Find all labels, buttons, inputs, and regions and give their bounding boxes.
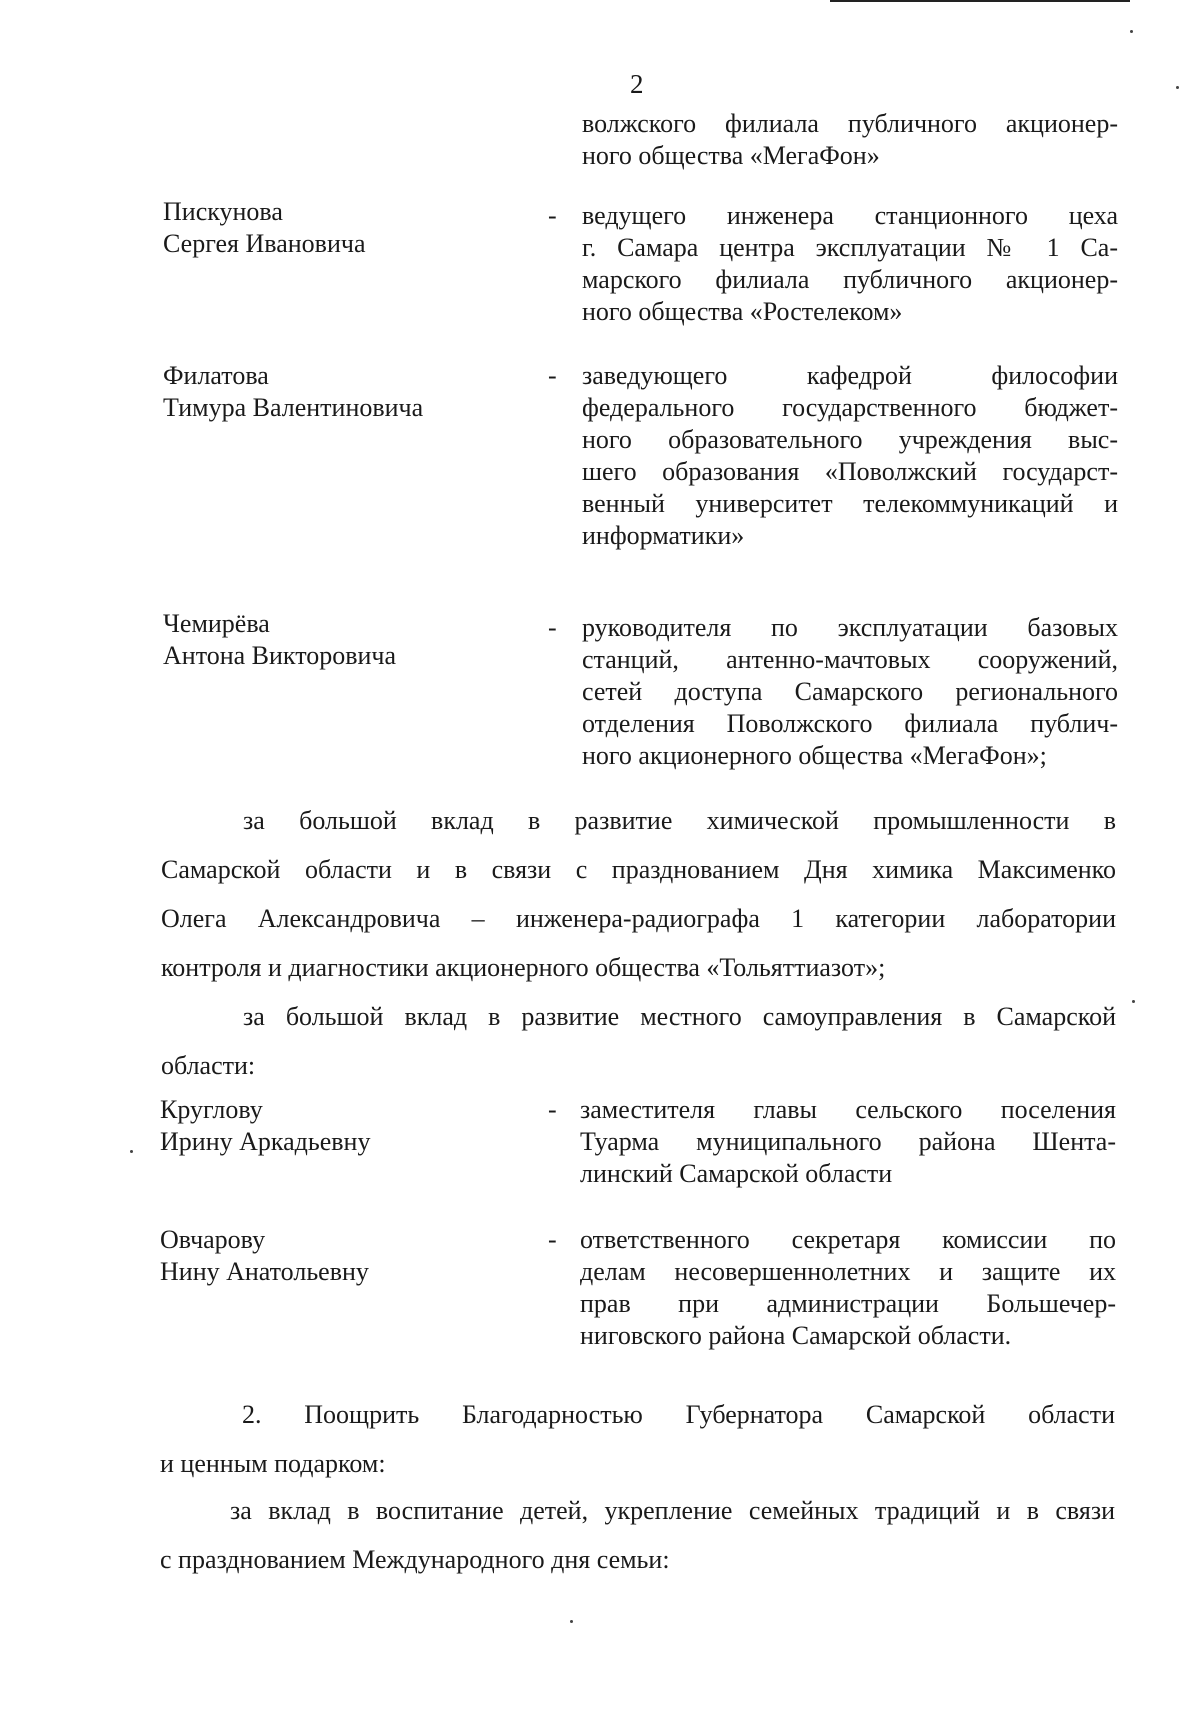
text-line: прав при администрации Большечер- <box>580 1289 1116 1318</box>
text-line: делам несовершеннолетних и защите их <box>580 1257 1116 1286</box>
awardee-surname: Чемирёва <box>163 609 270 638</box>
awardee-description <box>582 200 1118 328</box>
list-dash: - <box>548 201 557 230</box>
text-line: ного образовательного учреждения выс- <box>582 425 1118 454</box>
text-line: шего образования «Поволжский государст- <box>582 457 1118 486</box>
list-dash: - <box>548 1095 557 1124</box>
text-line: области: <box>161 1051 256 1080</box>
text-line: информатики» <box>582 521 745 550</box>
awardee-given-names: Антона Викторовича <box>163 641 397 670</box>
scan-speck <box>1130 30 1133 33</box>
awardee-description <box>580 1224 1116 1352</box>
page-number: 2 <box>630 69 644 99</box>
awardee-description <box>582 612 1118 772</box>
awardee-description <box>582 360 1118 552</box>
awardee-given-names: Нину Анатольевну <box>160 1257 369 1286</box>
text-line: 2. Поощрить Благодарностью Губернатора Самарской области <box>242 1400 1115 1429</box>
awardee-name <box>163 360 503 424</box>
awardee-given-names: Тимура Валентиновича <box>163 393 424 422</box>
text-line: с празднованием Международного дня семьи: <box>160 1545 670 1574</box>
text-line: Олега Александровича – инженера-радиографа 1 категории лаборатории <box>161 904 1116 933</box>
text-line: заведующего кафедрой философии <box>582 361 1118 390</box>
scan-speck <box>570 1620 573 1623</box>
text-line: заместителя главы сельского поселения <box>580 1095 1116 1124</box>
list-dash: - <box>548 1225 557 1254</box>
text-line: волжского филиала публичного акционер- <box>582 109 1118 138</box>
list-dash: - <box>548 613 557 642</box>
paragraph-encourage-gratitude <box>160 1390 1115 1488</box>
text-line: отделения Поволжского филиала публич- <box>582 709 1118 738</box>
awardee-name <box>160 1094 500 1158</box>
paragraph-family-day <box>160 1486 1115 1584</box>
text-line: ного общества «Ростелеком» <box>582 297 903 326</box>
text-line: г. Самара центра эксплуатации № 1 Са- <box>582 233 1118 262</box>
text-line: ниговского района Самарской области. <box>580 1321 1012 1350</box>
text-line: сетей доступа Самарского регионального <box>582 677 1118 706</box>
list-dash: - <box>548 361 557 390</box>
awardee-name <box>160 1224 500 1288</box>
text-line: марского филиала публичного акционер- <box>582 265 1118 294</box>
awardee-name <box>163 608 503 672</box>
text-line: руководителя по эксплуатации базовых <box>582 613 1118 642</box>
top-edge-rule <box>830 0 1130 2</box>
text-line: ного общества «МегаФон» <box>582 141 880 170</box>
awardee-surname: Круглову <box>160 1095 263 1124</box>
text-line: за большой вклад в развитие местного самоуправления в Самарской <box>243 1002 1116 1031</box>
text-line: и ценным подарком: <box>160 1449 386 1478</box>
awardee-given-names: Сергея Ивановича <box>163 229 366 258</box>
text-line: контроля и диагностики акционерного общества «Тольяттиазот»; <box>161 953 886 982</box>
awardee-surname: Филатова <box>163 361 269 390</box>
awardee-name <box>163 196 503 260</box>
continuation-description <box>582 108 1118 172</box>
text-line: ного акционерного общества «МегаФон»; <box>582 741 1047 770</box>
scan-speck <box>1176 86 1179 89</box>
paragraph-chemistry-award <box>161 796 1116 992</box>
awardee-surname: Пискунова <box>163 197 283 226</box>
text-line: линский Самарской области <box>580 1159 893 1188</box>
text-line: ответственного секретаря комиссии по <box>580 1225 1116 1254</box>
scan-speck <box>130 1150 133 1153</box>
awardee-surname: Овчарову <box>160 1225 266 1254</box>
text-line: за большой вклад в развитие химической промышленности в <box>243 806 1116 835</box>
text-line: Самарской области и в связи с празднованием Дня химика Максименко <box>161 855 1116 884</box>
text-line: станций, антенно-мачтовых сооружений, <box>582 645 1118 674</box>
scan-speck <box>1132 1000 1135 1003</box>
paragraph-self-government-award <box>161 992 1116 1090</box>
text-line: Туарма муниципального района Шента- <box>580 1127 1116 1156</box>
awardee-given-names: Ирину Аркадьевну <box>160 1127 371 1156</box>
awardee-description <box>580 1094 1116 1190</box>
text-line: ведущего инженера станционного цеха <box>582 201 1118 230</box>
text-line: за вклад в воспитание детей, укрепление семейных традиций и в связи <box>230 1496 1115 1525</box>
text-line: венный университет телекоммуникаций и <box>582 489 1118 518</box>
text-line: федерального государственного бюджет- <box>582 393 1118 422</box>
